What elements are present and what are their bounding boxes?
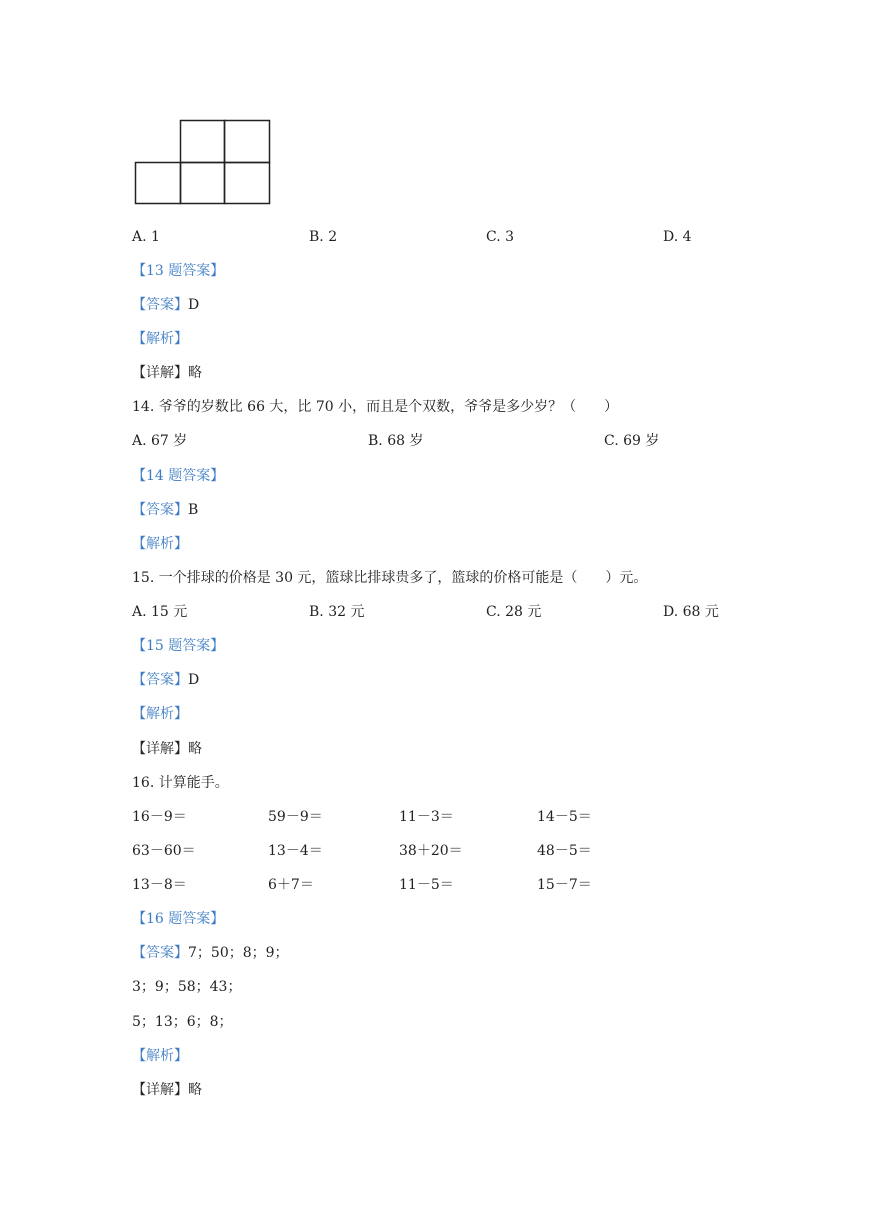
q16-answer — [132, 944, 289, 962]
q15-analysis-label: 【解析】 — [132, 706, 188, 722]
detail-label: 【详解】 — [132, 365, 188, 381]
answer-label: 【答案】 — [132, 945, 188, 961]
q15-option-b: B. 32 元 — [309, 604, 365, 620]
q16-analysis-label: 【解析】 — [132, 1048, 188, 1064]
q15-answer — [132, 671, 199, 689]
q13-option-b: B. 2 — [309, 229, 338, 245]
q14-answer — [132, 501, 198, 519]
answer-line: 3；9；58；43； — [132, 979, 242, 995]
q14-option-c: C. 69 岁 — [604, 433, 660, 449]
q16-answer-header: 【16 题答案】 — [132, 911, 225, 927]
calc-item: 16－9＝ — [132, 809, 187, 825]
q13-detail — [132, 364, 202, 382]
calc-item: 59－9＝ — [268, 809, 323, 825]
answer-label: 【答案】 — [132, 672, 188, 688]
q14-answer-header: 【14 题答案】 — [132, 468, 225, 484]
detail-label: 【详解】 — [132, 1082, 188, 1098]
q14-analysis-label: 【解析】 — [132, 536, 188, 552]
calc-item: 11－5＝ — [399, 877, 454, 893]
answer-label: 【答案】 — [132, 297, 188, 313]
q14-option-a: A. 67 岁 — [132, 433, 188, 449]
q13-analysis-label: 【解析】 — [132, 331, 188, 347]
q13-option-c: C. 3 — [486, 229, 515, 245]
q13-answer — [132, 296, 199, 314]
detail-value: 略 — [188, 741, 202, 757]
calc-item: 11－3＝ — [399, 809, 454, 825]
square — [136, 163, 181, 204]
answer-label: 【答案】 — [132, 502, 188, 518]
detail-label: 【详解】 — [132, 741, 188, 757]
q14-question: 14. 爷爷的岁数比 66 大，比 70 小，而且是个双数，爷爷是多少岁？（ ） — [132, 399, 619, 415]
calc-item: 63－60＝ — [132, 843, 196, 859]
calc-item: 13－8＝ — [132, 877, 187, 893]
answer-value: D — [188, 672, 200, 688]
detail-value: 略 — [188, 365, 202, 381]
squares-figure — [134, 118, 274, 206]
calc-item: 48－5＝ — [537, 843, 592, 859]
square — [181, 163, 225, 204]
calc-item: 14－5＝ — [537, 809, 592, 825]
answer-value: B — [188, 502, 199, 518]
q13-answer-header: 【13 题答案】 — [132, 263, 225, 279]
calc-item: 13－4＝ — [268, 843, 323, 859]
q15-option-c: C. 28 元 — [486, 604, 542, 620]
q16-question: 16. 计算能手。 — [132, 775, 229, 791]
q15-answer-header: 【15 题答案】 — [132, 638, 225, 654]
q15-option-a: A. 15 元 — [132, 604, 188, 620]
q15-detail — [132, 740, 202, 758]
calc-item: 38＋20＝ — [399, 843, 463, 859]
answer-line: 5；13；6；8； — [132, 1014, 233, 1030]
calc-item: 6＋7＝ — [268, 877, 314, 893]
q13-option-a: A. 1 — [132, 229, 160, 245]
calc-item: 15－7＝ — [537, 877, 592, 893]
square — [181, 121, 225, 163]
detail-value: 略 — [188, 1082, 202, 1098]
q13-option-d: D. 4 — [663, 229, 692, 245]
answer-value: D — [188, 297, 200, 313]
q15-question: 15. 一个排球的价格是 30 元，篮球比排球贵多了，篮球的价格可能是（ ）元。 — [132, 570, 648, 586]
square — [225, 163, 270, 204]
q15-option-d: D. 68 元 — [663, 604, 719, 620]
q14-option-b: B. 68 岁 — [368, 433, 424, 449]
square — [225, 121, 270, 163]
answer-line: 7；50；8；9； — [188, 945, 289, 961]
q16-detail — [132, 1081, 202, 1099]
